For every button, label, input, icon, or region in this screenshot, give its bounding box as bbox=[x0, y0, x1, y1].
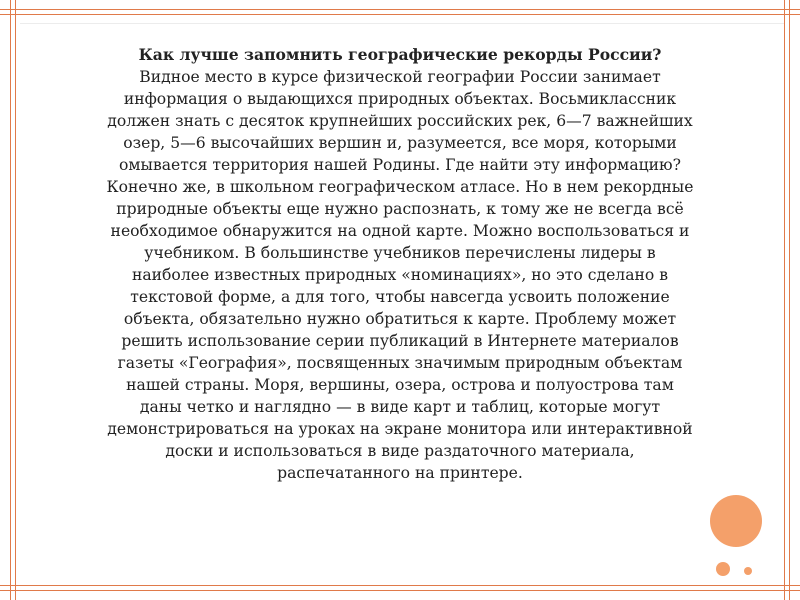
border-line-right-outer bbox=[789, 0, 790, 600]
border-line-top-inner bbox=[0, 14, 800, 15]
border-line-bottom-outer bbox=[0, 590, 800, 591]
border-line-left-outer bbox=[10, 0, 11, 600]
text-line: объекта, обязательно нужно обратиться к карте. Проблему может bbox=[123, 310, 677, 328]
border-line-left-inner bbox=[15, 0, 16, 600]
text-line: Видное место в курсе физической географии России занимает bbox=[139, 68, 661, 86]
text-line: решить использование серии публикаций в Интернете материалов bbox=[121, 332, 679, 350]
text-line: демонстрироваться на уроках на экране монитора или интерактивной bbox=[107, 420, 693, 438]
text-line: необходимое обнаружится на одной карте. Можно воспользоваться и bbox=[110, 222, 690, 240]
decorative-circle-small-icon bbox=[716, 562, 730, 576]
text-line: должен знать с десяток крупнейших российских рек, 6—7 важнейших bbox=[107, 112, 693, 130]
text-line: текстовой форме, а для того, чтобы навсегда усвоить положение bbox=[130, 288, 670, 306]
text-line: даны четко и наглядно — в виде карт и таблиц, которые могут bbox=[139, 398, 661, 416]
text-line: омывается территория нашей Родины. Где найти эту информацию? bbox=[119, 156, 681, 174]
text-line: доски и использоваться в виде раздаточного материала, bbox=[165, 442, 635, 460]
text-line: нашей страны. Моря, вершины, озера, острова и полуострова там bbox=[126, 376, 674, 394]
border-line-bottom-inner bbox=[0, 585, 800, 586]
text-line: наиболее известных природных «номинациях», но это сделано в bbox=[131, 266, 669, 284]
text-line: Конечно же, в школьном географическом атласе. Но в нем рекордные bbox=[106, 178, 694, 196]
slide-title: Как лучше запомнить географические рекорды России? bbox=[138, 45, 662, 64]
text-line: распечатанного на принтере. bbox=[277, 464, 523, 482]
slide-text-block bbox=[40, 44, 760, 484]
decorative-circle-large-icon bbox=[710, 495, 762, 547]
text-line: газеты «География», посвященных значимым природным объектам bbox=[117, 354, 683, 372]
text-line: учебником. В большинстве учебников перечислены лидеры в bbox=[144, 244, 656, 262]
border-line-right-inner bbox=[784, 0, 785, 600]
border-line-top-outer bbox=[0, 9, 800, 10]
decorative-circle-tiny-icon bbox=[744, 567, 752, 575]
text-line: информация о выдающихся природных объектах. Восьмиклассник bbox=[123, 90, 677, 108]
text-line: природные объекты еще нужно распознать, к тому же не всегда всё bbox=[116, 200, 684, 218]
text-line: озер, 5—6 высочайших вершин и, разумеется, все моря, которыми bbox=[123, 134, 677, 152]
